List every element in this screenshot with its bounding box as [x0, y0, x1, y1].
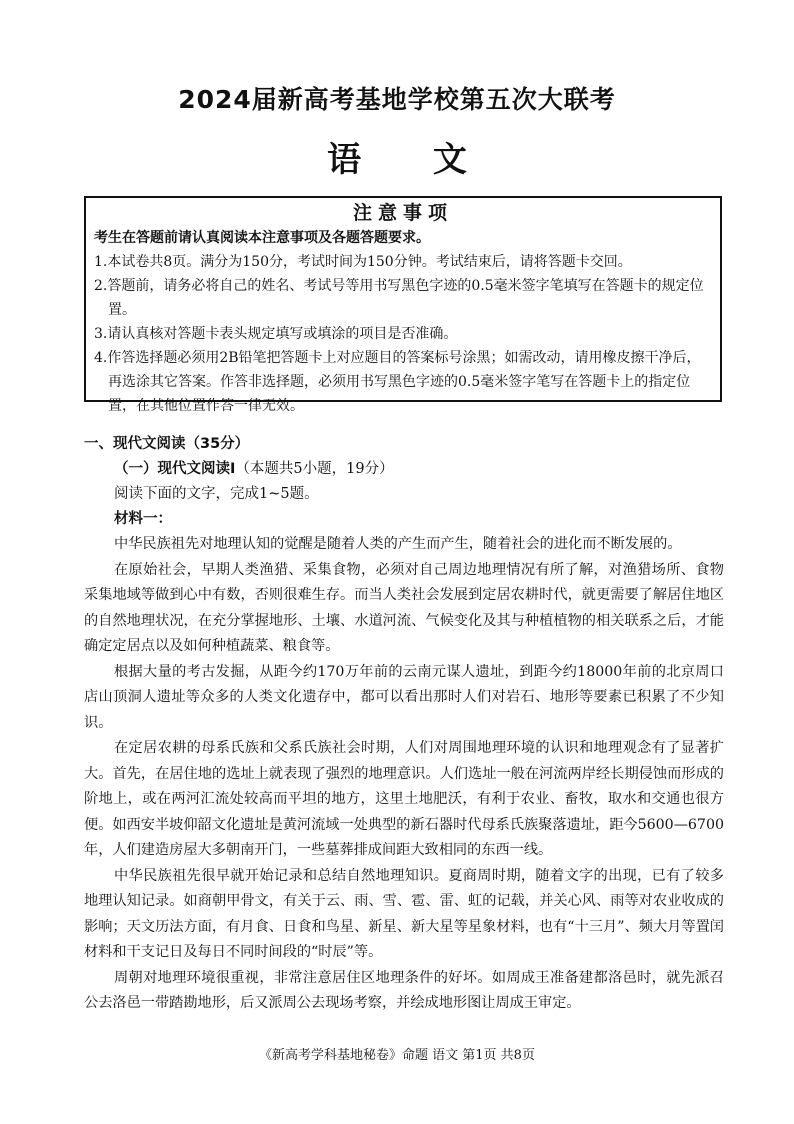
- paragraph: 周朝对地理环境很重视，非常注意居住区地理条件的好坏。如周成王准备建都洛邑时，就先派召公去洛邑一带踏勘地形，后又派周公去现场考察，并绘成地形图让周成王审定。: [84, 969, 724, 1011]
- notice-intro: 考生在答题前请认真阅读本注意事项及各题答题要求。: [94, 230, 430, 246]
- subject-title: 语 文: [327, 140, 497, 180]
- reading-instruction: 阅读下面的文字，完成1~5题。: [114, 486, 319, 502]
- subsection-label: （一）现代文阅读Ⅰ: [114, 461, 236, 477]
- paragraph: 中华民族祖先很早就开始记录和总结自然地理知识。夏商周时期，随着文字的出现，已有了较多地理认知记录。如商朝甲骨文，有关于云、雨、雪、雹、雷、虹的记载，并关心风、雨等对农业收成的影响；天文历法方面，有月食、日食和鸟星、新星、新大星等星象材料，也有“十三月”、频大月等置闰材料和干支记日及每日不同时间段的“时辰”等。: [84, 867, 724, 960]
- paragraph: 根据大量的考古发掘，从距今约170万年前的云南元谋人遗址，到距今约18000年前的北京周口店山顶洞人遗址等众多的人类文化遗存中，都可以看出那时人们对岩石、地形等要素已积累了不少知识。: [84, 663, 724, 731]
- reading-section: [84, 432, 724, 1017]
- section-heading: 一、现代文阅读（35分）: [84, 436, 250, 452]
- subsection-heading: [84, 457, 724, 482]
- notice-box: [84, 196, 722, 414]
- exam-title: 2024届新高考基地学校第五次大联考: [178, 85, 616, 114]
- notice-item: 1.本试卷共8页。满分为150分，考试时间为150分钟。考试结束后，请将答题卡交回。: [94, 254, 632, 270]
- notice-item: 4.作答选择题必须用2B铅笔把答题卡上对应题目的答案标号涂黑；如需改动，请用橡皮擦干净后，再选涂其它答案。作答非选择题，必须用书写黑色字迹的0.5毫米签字笔写在答题卡上的指定位置，在其他位置作答一律无效。: [94, 350, 701, 414]
- paragraph: 在原始社会，早期人类渔猎、采集食物，必须对自己周边地理情况有所了解，对渔猎场所、食物采集地域等做到心中有数，否则很难生存。而当人类社会发展到定居农耕时代，就更需要了解居住地区的自然地理状况，在充分掌握地形、土壤、水道河流、气候变化及其与种植植物的相关联系之后，才能确定定居点以及如何种植蔬菜、粮食等。: [84, 561, 724, 654]
- material-label: 材料一：: [114, 511, 172, 527]
- notice-item: 3.请认真核对答题卡表头规定填写或填涂的项目是否准确。: [94, 326, 458, 342]
- paragraph: 中华民族祖先对地理认知的觉醒是随着人类的产生而产生，随着社会的进化而不断发展的。: [114, 536, 682, 552]
- subsection-detail: （本题共5小题，19分）: [235, 461, 394, 477]
- notice-heading: 注意事项: [352, 202, 453, 224]
- page-footer: 《新高考学科基地秘卷》命题 语文 第1页 共8页: [259, 1048, 535, 1063]
- paragraph: 在定居农耕的母系氏族和父系氏族社会时期，人们对周围地理环境的认识和地理观念有了显著扩大。首先，在居住地的选址上就表现了强烈的地理意识。人们选址一般在河流两岸经长期侵蚀而形成的阶地上，或在两河汇流处较高而平坦的地方，这里土地肥沃，有利于农业、畜牧，取水和交通也很方便。如西安半坡仰韶文化遗址是黄河流域一处典型的新石器时代母系氏族聚落遗址，距今5600—6700年，人们建造房屋大多朝南开门，一些墓葬排成间距大致相同的东西一线。: [84, 740, 724, 858]
- notice-item: 2.答题前，请务必将自己的姓名、考试号等用书写黑色字迹的0.5毫米签字笔填写在答题卡的规定位置。: [94, 278, 704, 318]
